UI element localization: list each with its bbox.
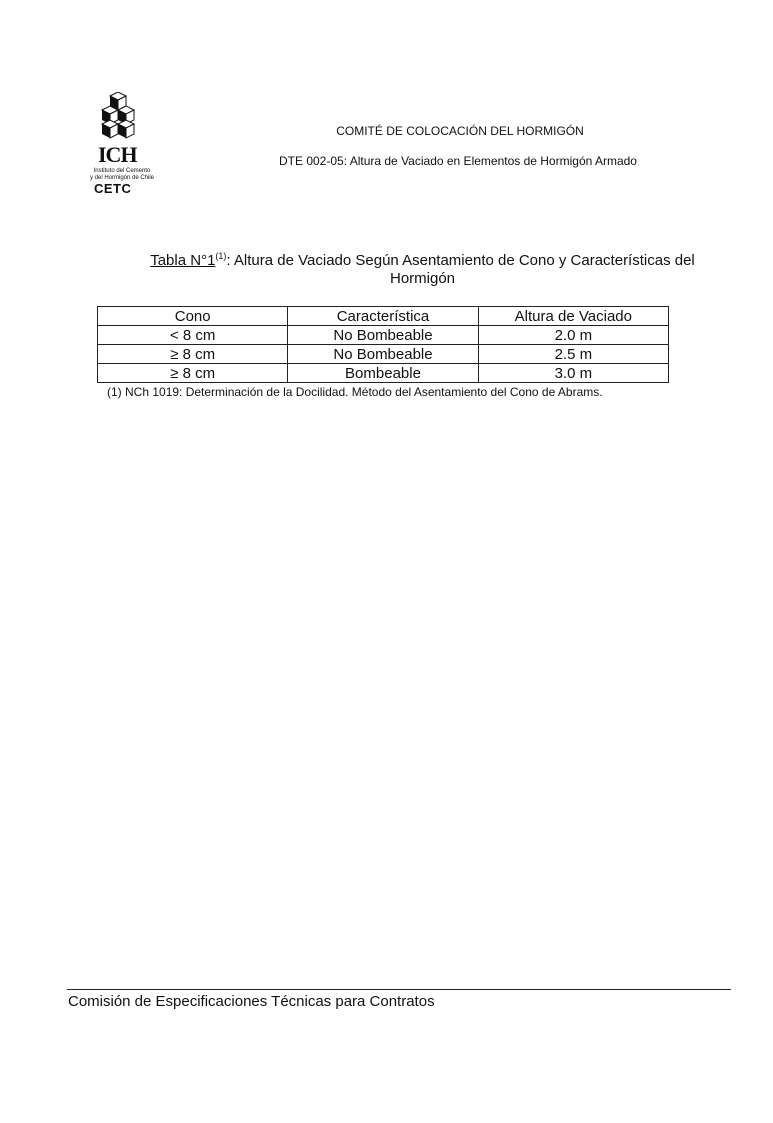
table-row [98, 345, 669, 364]
table-label: Tabla N°1 [150, 252, 216, 269]
table-row [98, 364, 669, 383]
ich-logo [78, 92, 162, 200]
page-footer: Comisión de Especificaciones Técnicas para Contratos [68, 993, 435, 1010]
table-title-line2: Hormigón [389, 270, 456, 287]
table-cell: ≥ 8 cm [98, 364, 288, 383]
data-table [97, 306, 669, 383]
table-cell: 2.0 m [478, 326, 668, 345]
table-row [98, 326, 669, 345]
footer-divider [67, 989, 731, 990]
stacked-cubes-icon [98, 92, 142, 144]
logo-subtitle [80, 168, 164, 181]
table-cell: 3.0 m [478, 364, 668, 383]
document-heading: DTE 002-05: Altura de Vaciado en Elementos de Hormigón Armado [279, 154, 637, 168]
table-cell: Bombeable [288, 364, 478, 383]
logo-wordmark: ICH [98, 142, 137, 167]
logo-subtitle-line1: Instituto del Cemento [93, 168, 151, 174]
table-cell: No Bombeable [288, 326, 478, 345]
column-header: Cono [98, 307, 288, 326]
table-cell: No Bombeable [288, 345, 478, 364]
table-ref: (1) [215, 251, 227, 261]
table-header-row [98, 307, 669, 326]
table-cell: 2.5 m [478, 345, 668, 364]
column-header: Característica [288, 307, 478, 326]
logo-subtitle-line2: y del Hormigón de Chile [89, 174, 155, 181]
table-caption [130, 252, 715, 288]
table-title-line1: : Altura de Vaciado Según Asentamiento de Cono y Características del [226, 252, 695, 269]
table-cell: < 8 cm [98, 326, 288, 345]
table-cell: ≥ 8 cm [98, 345, 288, 364]
committee-heading: COMITÉ DE COLOCACIÓN DEL HORMIGÓN [336, 124, 584, 138]
column-header: Altura de Vaciado [478, 307, 668, 326]
logo-tag: CETC [94, 181, 132, 196]
table-footnote: (1) NCh 1019: Determinación de la Docilidad. Método del Asentamiento del Cono de Abrams. [107, 385, 603, 399]
